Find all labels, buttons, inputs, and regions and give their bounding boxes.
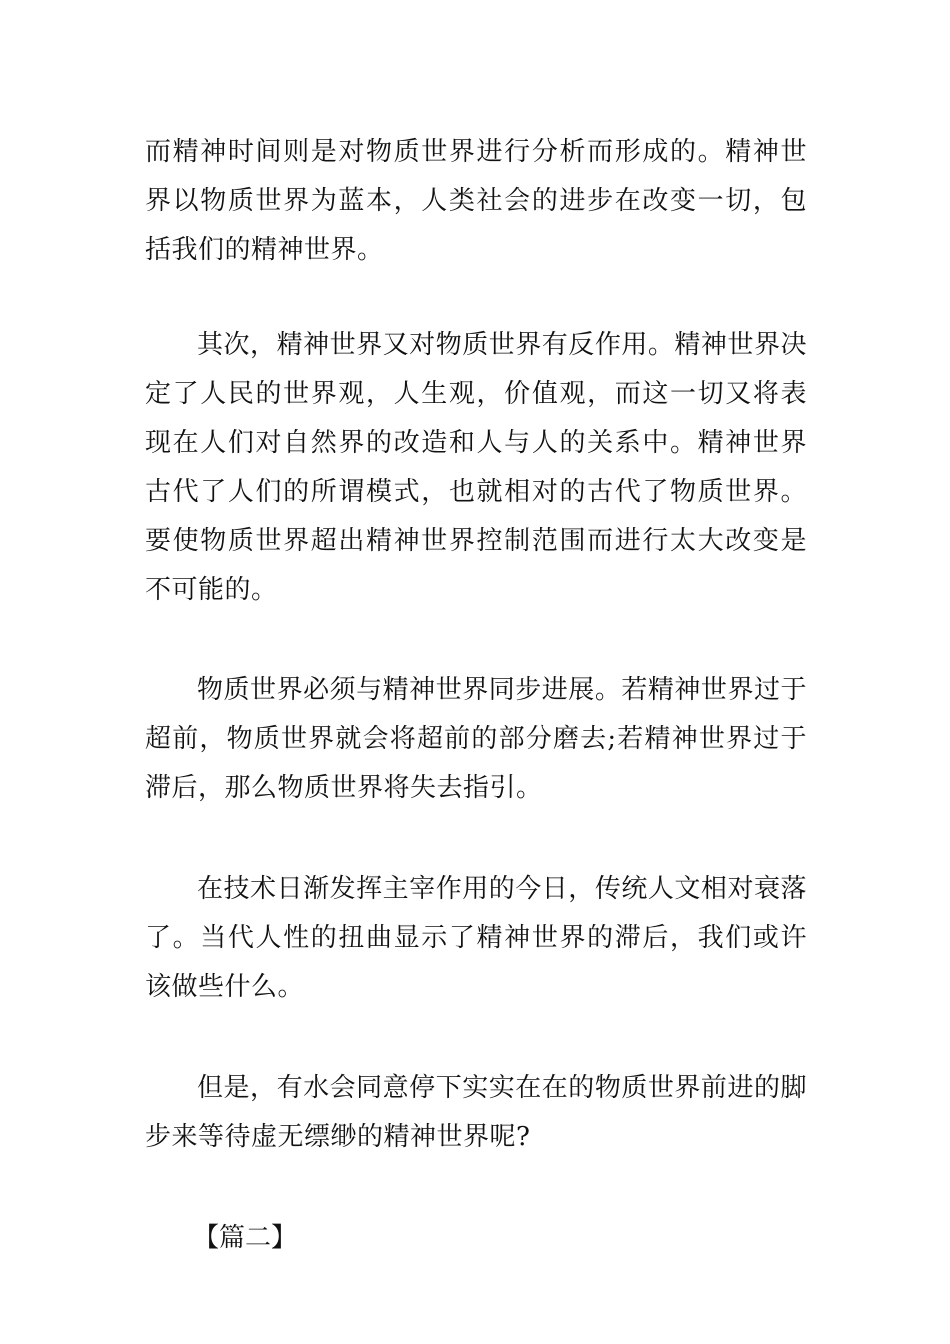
paragraph-3: 物质世界必须与精神世界同步进展。若精神世界过于超前，物质世界就会将超前的部分磨去;若精神世界过于滞后，那么物质世界将失去指引。 [145,675,807,803]
paragraph-4: 在技术日渐发挥主宰作用的今日，传统人文相对衰落了。当代人性的扭曲显示了精神世界的滞后，我们或许该做些什么。 [145,874,807,1002]
paragraph-1: 而精神时间则是对物质世界进行分析而形成的。精神世界以物质世界为蓝本，人类社会的进步在改变一切，包括我们的精神世界。 [145,137,807,265]
text-column [145,128,807,1263]
section-heading: 【篇二】 [193,1223,298,1253]
paragraph-2: 其次，精神世界又对物质世界有反作用。精神世界决定了人民的世界观，人生观，价值观，而这一切又将表现在人们对自然界的改造和人与人的关系中。精神世界古代了人们的所谓模式，也就相对的古代了物质世界。要使物质世界超出精神世界控制范围而进行太大改变是不可能的。 [145,330,807,605]
paragraph-5: 但是，有水会同意停下实实在在的物质世界前进的脚步来等待虚无缥缈的精神世界呢? [145,1073,807,1152]
